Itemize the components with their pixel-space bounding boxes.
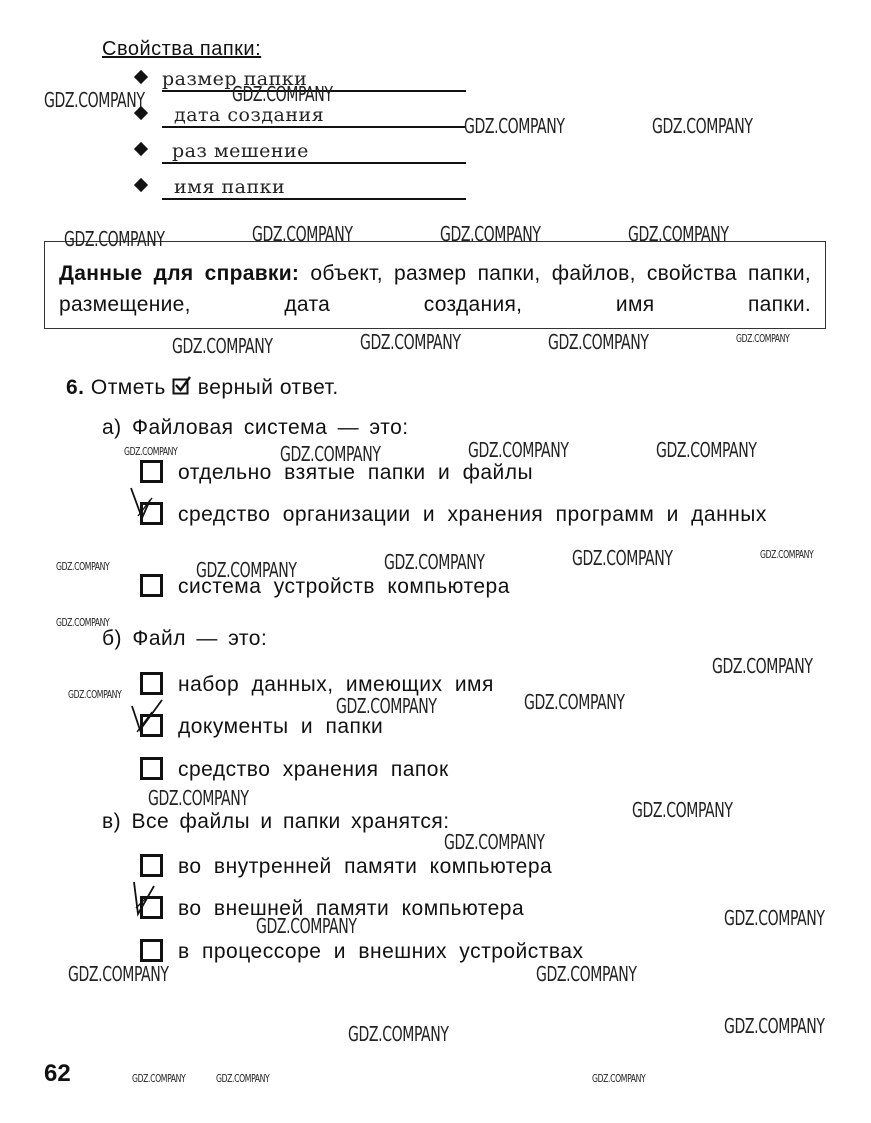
handwritten-check-icon	[128, 696, 178, 746]
option-label: во внутренней памяти компьютера	[178, 855, 553, 878]
reference-text	[59, 258, 811, 320]
watermark: GDZ.COMPANY	[440, 222, 541, 246]
watermark: GDZ.COMPANY	[68, 688, 122, 701]
option-label: средство организации и хранения программ и данных	[178, 503, 767, 526]
checkbox[interactable]	[140, 757, 163, 780]
watermark: GDZ.COMPANY	[444, 830, 545, 854]
option-label: во внешней памяти компьютера	[178, 897, 525, 920]
properties-title: Свойства папки:	[102, 38, 262, 60]
task-instruction-start: Отметь	[90, 376, 166, 399]
option-label: отдельно взятые папки и файлы	[178, 461, 534, 484]
watermark: GDZ.COMPANY	[524, 690, 625, 714]
option-label: в процессоре и внешних устройствах	[178, 940, 584, 963]
task-number: 6.	[66, 376, 85, 399]
option-c1[interactable]	[140, 852, 830, 882]
watermark: GDZ.COMPANY	[548, 330, 649, 354]
answer-line	[162, 162, 466, 164]
option-label: средство хранения папок	[178, 758, 449, 781]
watermark: GDZ.COMPANY	[724, 1014, 825, 1038]
watermark: GDZ.COMPANY	[468, 438, 569, 462]
checkbox[interactable]	[140, 854, 163, 877]
watermark: GDZ.COMPANY	[348, 1022, 449, 1046]
watermark: GDZ.COMPANY	[384, 550, 485, 574]
watermark: GDZ.COMPANY	[652, 114, 753, 138]
watermark: GDZ.COMPANY	[280, 442, 381, 466]
page-number: 62	[44, 1060, 71, 1087]
watermark: GDZ.COMPANY	[216, 1072, 270, 1085]
watermark: GDZ.COMPANY	[736, 332, 790, 345]
option-label: система устройств компьютера	[178, 575, 510, 598]
watermark: GDZ.COMPANY	[632, 798, 733, 822]
bullet-diamond-icon	[134, 178, 148, 192]
property-item	[136, 136, 466, 166]
property-answer: размер папки	[162, 68, 308, 90]
watermark: GDZ.COMPANY	[68, 962, 169, 986]
question-b-label: б) Файл — это:	[102, 627, 268, 650]
watermark: GDZ.COMPANY	[656, 438, 757, 462]
question-a-label: а) Файловая система — это:	[102, 416, 409, 439]
watermark: GDZ.COMPANY	[196, 558, 297, 582]
option-b3[interactable]	[140, 755, 830, 785]
watermark: GDZ.COMPANY	[44, 88, 145, 112]
watermark: GDZ.COMPANY	[64, 227, 165, 251]
option-b2[interactable]	[140, 712, 830, 742]
option-a2[interactable]	[140, 500, 830, 560]
watermark: GDZ.COMPANY	[572, 546, 673, 570]
watermark: GDZ.COMPANY	[760, 548, 814, 561]
watermark: GDZ.COMPANY	[592, 1072, 646, 1085]
checked-box-icon	[172, 376, 192, 396]
task-heading	[66, 376, 339, 400]
question-c-label: в) Все файлы и папки хранятся:	[102, 810, 450, 833]
answer-line	[162, 198, 466, 200]
reference-words: объект, размер папки, файлов, свойства папки, размещение, дата создания, имя папки.	[59, 262, 811, 316]
property-answer: имя папки	[174, 176, 286, 198]
watermark: GDZ.COMPANY	[56, 560, 110, 573]
watermark: GDZ.COMPANY	[132, 1072, 186, 1085]
checkbox[interactable]	[140, 460, 163, 483]
watermark: GDZ.COMPANY	[172, 334, 273, 358]
option-c3[interactable]	[140, 937, 830, 967]
property-answer: раз мешение	[172, 140, 309, 162]
handwritten-check-icon	[128, 484, 178, 534]
checkbox[interactable]	[140, 574, 163, 597]
option-label: набор данных, имеющих имя	[178, 673, 494, 696]
handwritten-check-icon	[128, 878, 178, 928]
watermark: GDZ.COMPANY	[256, 914, 357, 938]
watermark: GDZ.COMPANY	[464, 114, 565, 138]
watermark: GDZ.COMPANY	[724, 906, 825, 930]
watermark: GDZ.COMPANY	[336, 694, 437, 718]
option-a1[interactable]	[140, 458, 830, 488]
watermark: GDZ.COMPANY	[252, 222, 353, 246]
bullet-diamond-icon	[134, 70, 148, 84]
checkbox[interactable]	[140, 939, 163, 962]
task-instruction-end: верный ответ.	[197, 376, 339, 399]
watermark: GDZ.COMPANY	[628, 222, 729, 246]
watermark: GDZ.COMPANY	[56, 616, 110, 629]
watermark: GDZ.COMPANY	[536, 962, 637, 986]
option-label: документы и папки	[178, 715, 384, 738]
watermark: GDZ.COMPANY	[124, 445, 178, 458]
property-answer: дата создания	[174, 104, 325, 126]
property-item	[136, 172, 466, 202]
watermark: GDZ.COMPANY	[712, 654, 813, 678]
answer-line	[162, 126, 466, 128]
watermark: GDZ.COMPANY	[148, 786, 249, 810]
reference-box	[44, 241, 826, 329]
bullet-diamond-icon	[134, 142, 148, 156]
watermark: GDZ.COMPANY	[232, 82, 333, 106]
checkbox[interactable]	[140, 672, 163, 695]
reference-label: Данные для справки:	[59, 262, 300, 285]
watermark: GDZ.COMPANY	[360, 330, 461, 354]
